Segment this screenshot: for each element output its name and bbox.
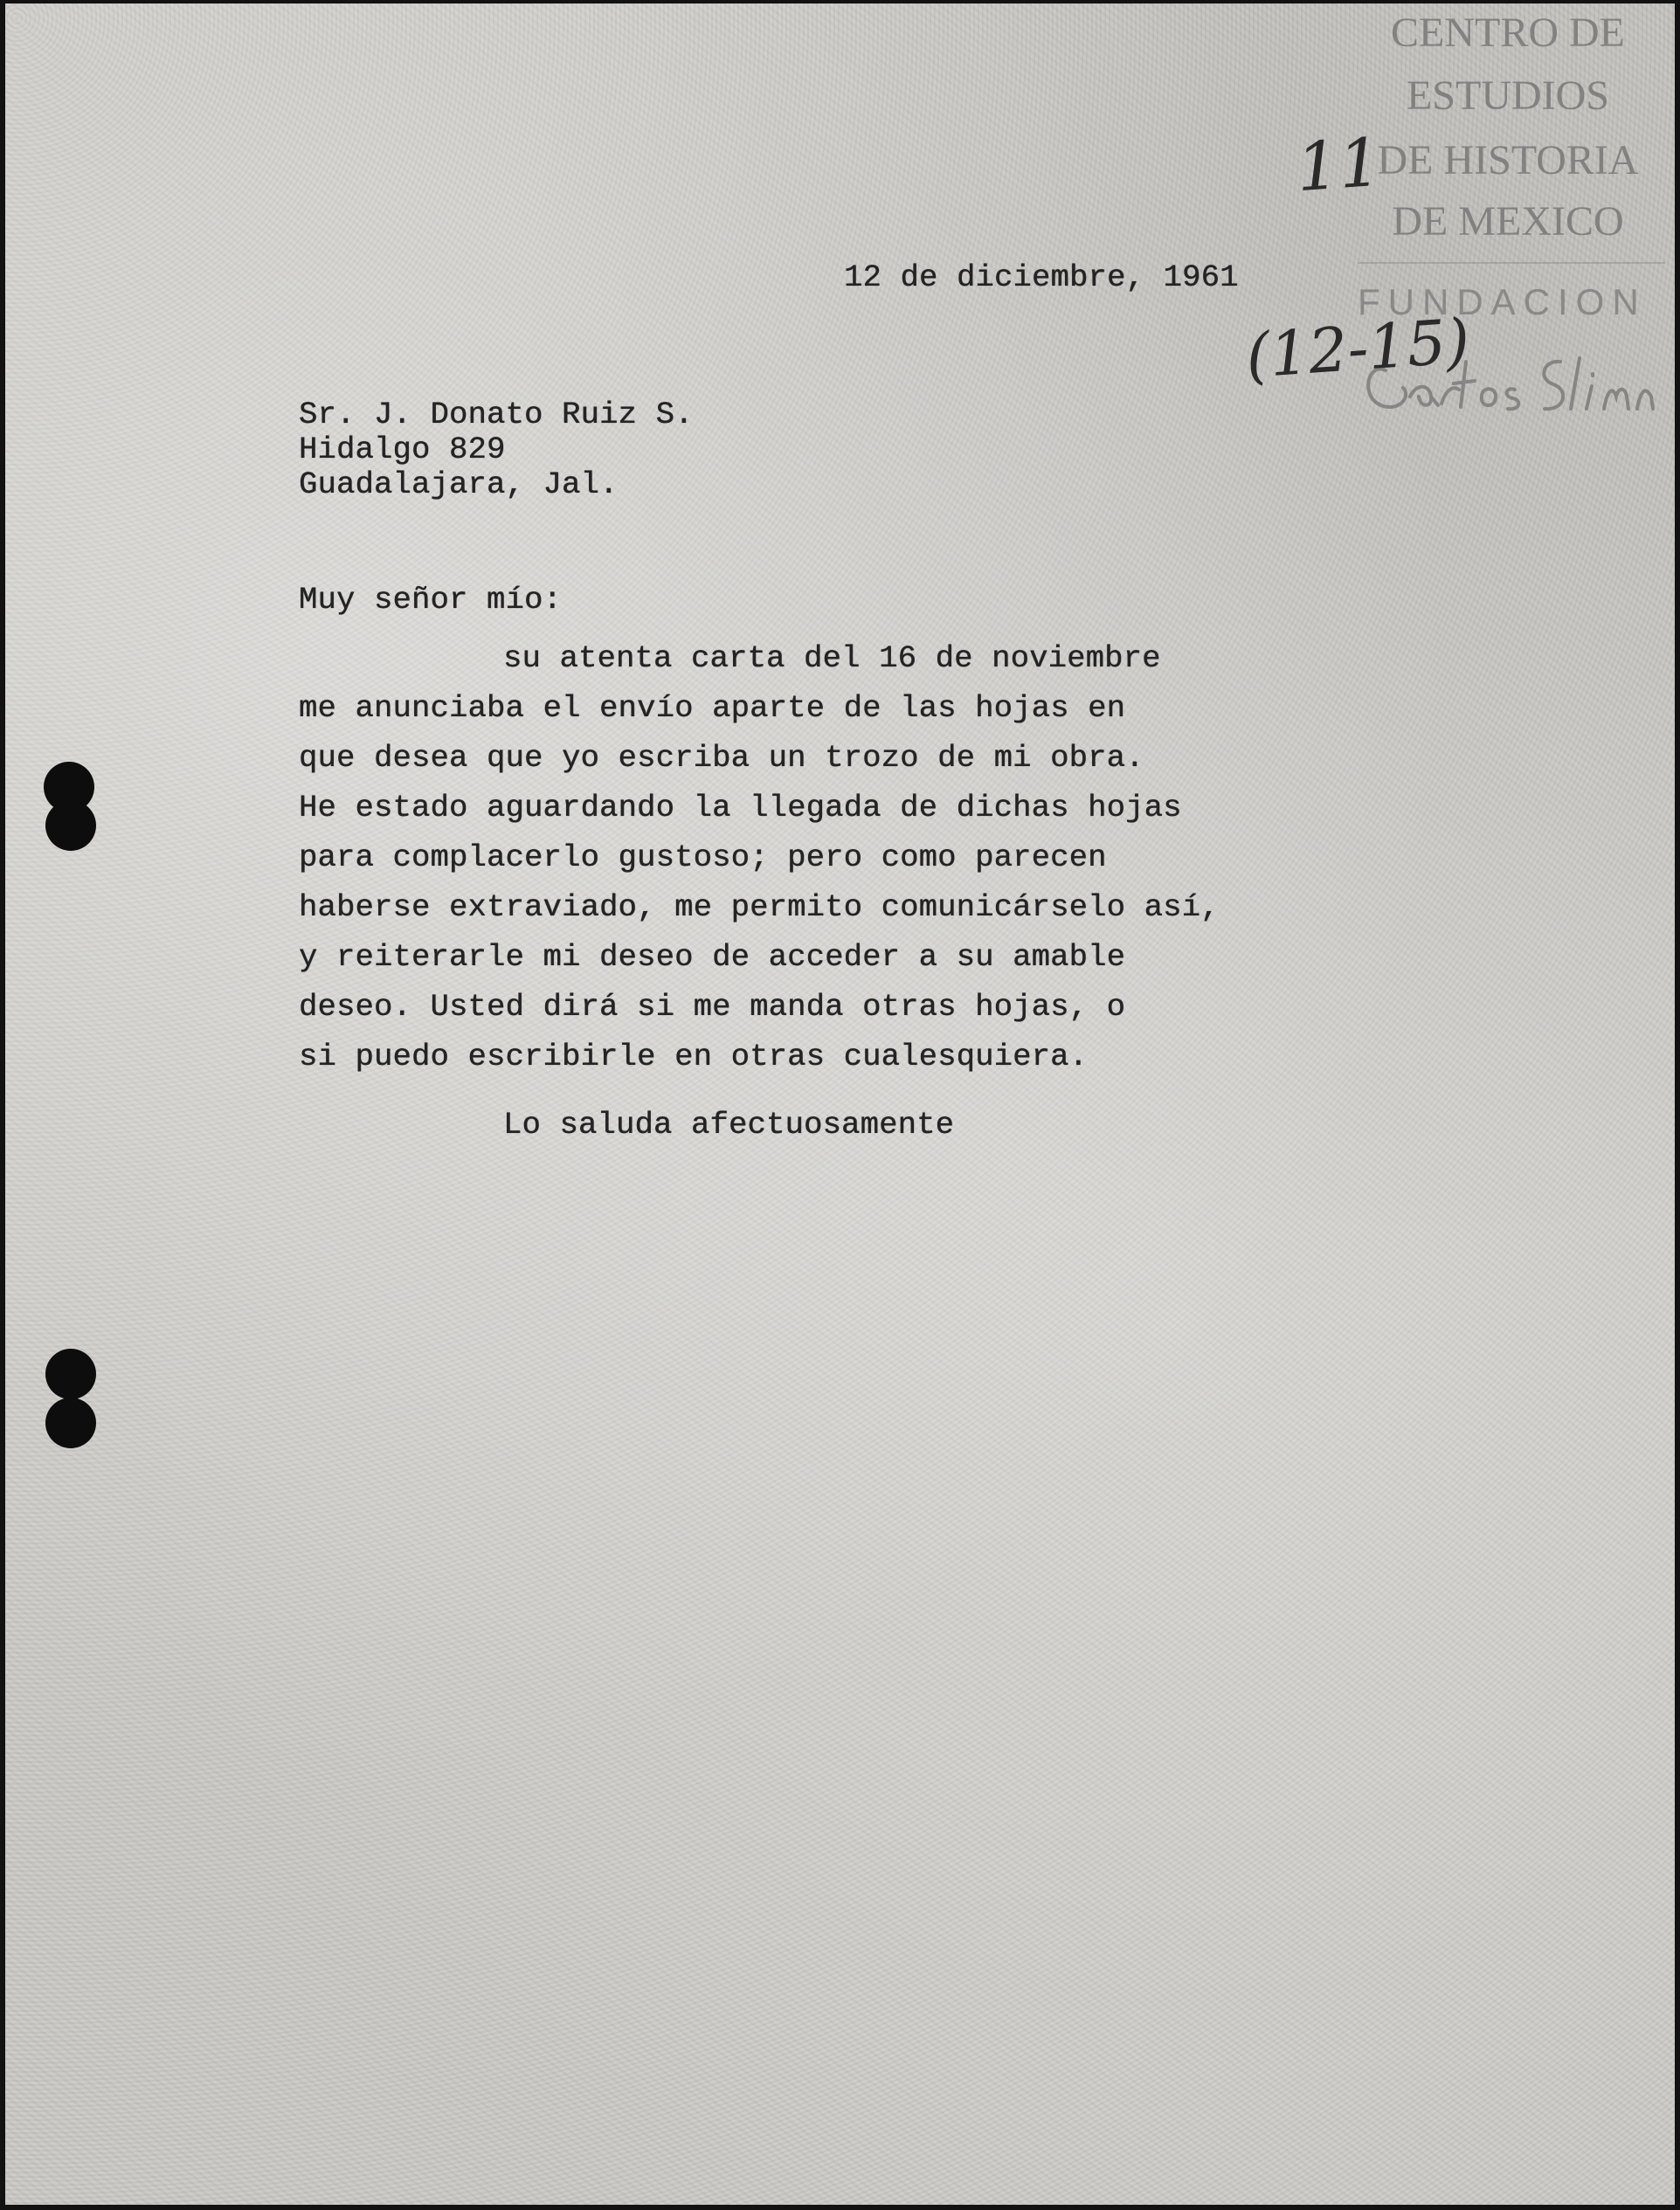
recipient-street: Hidalgo 829 xyxy=(299,432,506,467)
handwritten-reference: (12-15) xyxy=(1243,305,1472,392)
body-line: deseo. Usted dirá si me manda otras hojas, o xyxy=(299,989,1126,1025)
stamp-line-3: DE HISTORIA xyxy=(1377,137,1639,183)
closing: Lo saluda afectuosamente xyxy=(503,1107,955,1143)
stamp-fundacion: FUNDACION xyxy=(1358,281,1647,322)
recipient-city: Guadalajara, Jal. xyxy=(299,466,619,502)
handwritten-page-number: 11 xyxy=(1294,122,1384,207)
recipient-name: Sr. J. Donato Ruiz S. xyxy=(299,397,694,432)
letter-date: 12 de diciembre, 1961 xyxy=(844,259,1239,295)
stamp-divider xyxy=(1358,262,1665,264)
body-line: haberse extraviado, me permito comunicárselo así, xyxy=(299,889,1220,925)
body-line: su atenta carta del 16 de noviembre xyxy=(503,640,1161,676)
punch-hole xyxy=(45,1349,96,1399)
stamp-line-4: DE MEXICO xyxy=(1392,198,1624,245)
punch-hole xyxy=(45,1398,96,1448)
body-line: me anunciaba el envío aparte de las hojas en xyxy=(299,690,1126,726)
letter-page xyxy=(5,3,1675,2205)
body-line: que desea que yo escriba un trozo de mi obra. xyxy=(299,740,1144,776)
salutation: Muy señor mío: xyxy=(299,582,563,618)
body-line: y reiterarle mi deseo de acceder a su amable xyxy=(299,939,1126,975)
body-line: si puedo escribirle en otras cualesquiera. xyxy=(299,1039,1089,1074)
body-line: para complacerlo gustoso; pero como parecen xyxy=(299,839,1107,875)
stamp-line-2: ESTUDIOS xyxy=(1406,73,1609,119)
punch-hole xyxy=(45,800,96,851)
body-line: He estado aguardando la llegada de dichas hojas xyxy=(299,790,1182,825)
stamp-line-1: CENTRO DE xyxy=(1391,10,1625,56)
